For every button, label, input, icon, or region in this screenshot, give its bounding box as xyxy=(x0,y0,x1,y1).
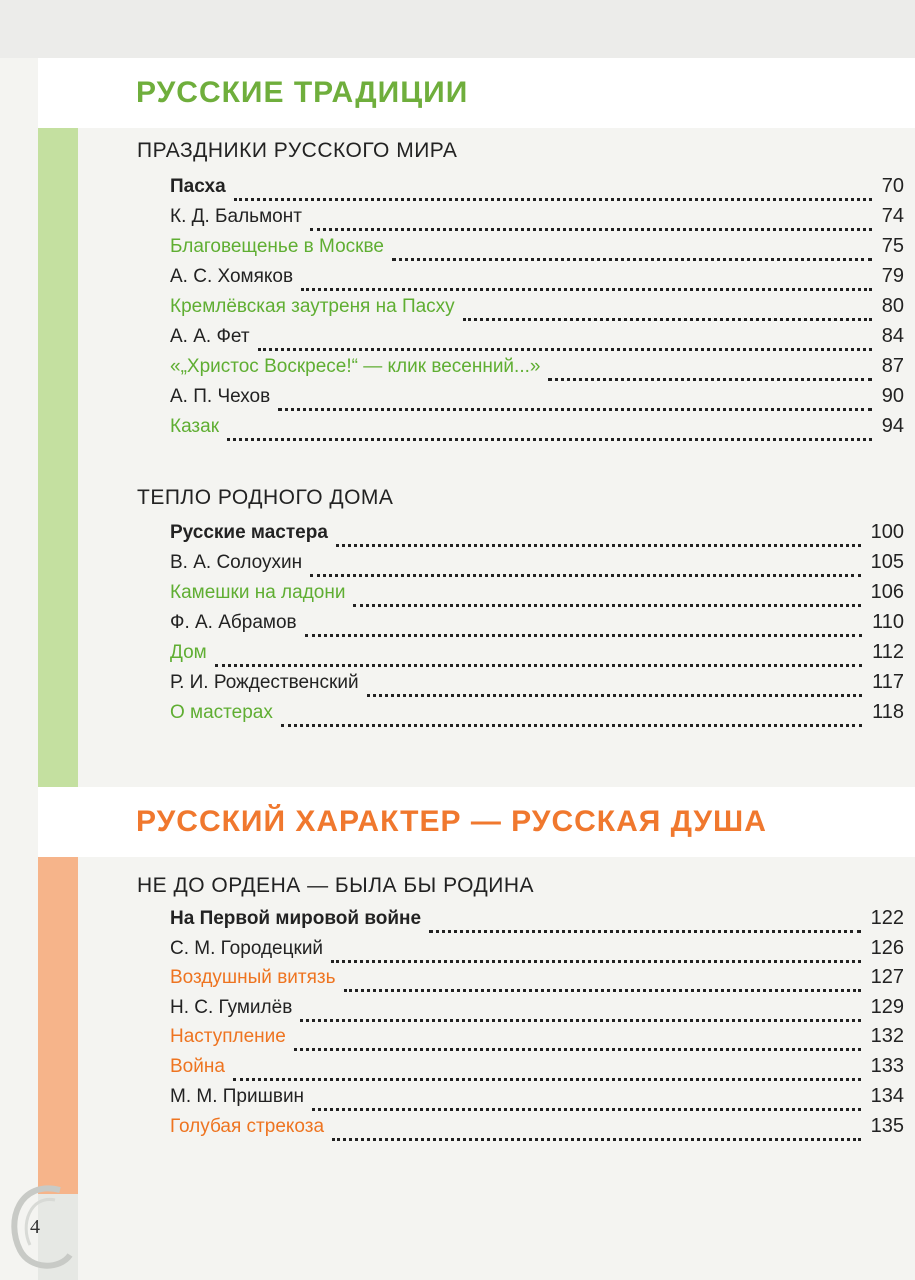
toc-entry-page: 94 xyxy=(881,415,904,437)
toc-entry-title: На Первой мировой войне xyxy=(170,908,422,929)
toc-entry[interactable] xyxy=(170,966,904,996)
toc-entry-title: Н. С. Гумилёв xyxy=(170,997,293,1018)
toc-entry-title: Русские мастера xyxy=(170,522,328,543)
dot-leader xyxy=(294,1046,861,1051)
toc-entry[interactable] xyxy=(170,907,904,937)
toc-entry[interactable] xyxy=(170,701,904,731)
dot-leader xyxy=(215,662,862,667)
toc-entry[interactable] xyxy=(170,355,904,385)
toc-entry-title: Наступление xyxy=(170,1026,286,1047)
toc-entry[interactable] xyxy=(170,325,904,355)
toc-entry-page: 84 xyxy=(881,325,904,347)
dot-leader xyxy=(336,542,861,547)
toc-entry-page: 126 xyxy=(870,937,904,959)
toc-entry-page: 106 xyxy=(870,581,904,603)
toc-entry[interactable] xyxy=(170,175,904,205)
page-number: 4 xyxy=(30,1216,40,1238)
toc-entry-title: Камешки на ладони xyxy=(170,582,346,603)
toc-entry-title: А. П. Чехов xyxy=(170,386,271,407)
dot-leader xyxy=(300,1017,860,1022)
dot-leader xyxy=(233,1076,861,1081)
dot-leader xyxy=(367,692,863,697)
toc-entry-page: 134 xyxy=(870,1085,904,1107)
toc-entry[interactable] xyxy=(170,295,904,325)
toc-entry-title: А. А. Фет xyxy=(170,326,250,347)
toc-entry-page: 127 xyxy=(870,966,904,988)
dot-leader xyxy=(353,602,860,607)
toc-entry-page: 105 xyxy=(870,551,904,573)
section-color-strip-green xyxy=(38,58,78,814)
dot-leader xyxy=(463,316,872,321)
toc-entry[interactable] xyxy=(170,671,904,701)
section-title: РУССКИЕ ТРАДИЦИИ xyxy=(38,58,915,128)
toc-entry-page: 110 xyxy=(872,611,904,633)
toc-entry[interactable] xyxy=(170,937,904,967)
toc-entry-title: «„Христос Воскресе!“ — клик весенний...» xyxy=(170,356,541,377)
toc-entry[interactable] xyxy=(170,581,904,611)
toc-entry[interactable] xyxy=(170,1025,904,1055)
subsection-title: НЕ ДО ОРДЕНА — БЫЛА БЫ РОДИНА xyxy=(137,874,535,897)
toc-entry-page: 80 xyxy=(881,295,904,317)
toc-entry-title: Кремлёвская заутреня на Пасху xyxy=(170,296,455,317)
toc-entry-title: Р. И. Рождественский xyxy=(170,672,359,693)
toc-entry-page: 133 xyxy=(870,1055,904,1077)
dot-leader xyxy=(310,572,861,577)
dot-leader xyxy=(344,987,861,992)
toc-entry[interactable] xyxy=(170,205,904,235)
toc-entry[interactable] xyxy=(170,611,904,641)
toc-entry-page: 87 xyxy=(881,355,904,377)
section-color-strip-orange xyxy=(38,814,78,1194)
toc-entry-page: 90 xyxy=(881,385,904,407)
dot-leader xyxy=(548,376,871,381)
page-top-edge xyxy=(0,0,915,58)
dot-leader xyxy=(301,286,872,291)
dot-leader xyxy=(429,928,861,933)
toc-entry-page: 100 xyxy=(870,521,904,543)
toc-entry-page: 74 xyxy=(881,205,904,227)
decorative-swirl-icon xyxy=(0,1170,80,1280)
dot-leader xyxy=(392,256,872,261)
toc-entry[interactable] xyxy=(170,1115,904,1145)
toc-entry-page: 132 xyxy=(870,1025,904,1047)
toc-entry-title: Пасха xyxy=(170,176,226,197)
toc-entry[interactable] xyxy=(170,551,904,581)
dot-leader xyxy=(234,196,872,201)
toc-entry-title: А. С. Хомяков xyxy=(170,266,294,287)
toc-entry-page: 135 xyxy=(870,1115,904,1137)
dot-leader xyxy=(281,722,862,727)
toc-entry-page: 75 xyxy=(881,235,904,257)
toc-entry-title: О мастерах xyxy=(170,702,273,723)
toc-entry-title: Голубая стрекоза xyxy=(170,1116,325,1137)
toc-entry[interactable] xyxy=(170,235,904,265)
dot-leader xyxy=(312,1106,861,1111)
toc-entry-page: 70 xyxy=(881,175,904,197)
dot-leader xyxy=(332,1136,861,1141)
subsection-title: ТЕПЛО РОДНОГО ДОМА xyxy=(137,486,394,509)
toc-entry[interactable] xyxy=(170,1085,904,1115)
toc-entry-title: М. М. Пришвин xyxy=(170,1086,305,1107)
section-title: РУССКИЙ ХАРАКТЕР — РУССКАЯ ДУША xyxy=(38,787,915,857)
toc-entry-page: 79 xyxy=(881,265,904,287)
toc-entry[interactable] xyxy=(170,415,904,445)
toc-entry-title: Благовещенье в Москве xyxy=(170,236,384,257)
dot-leader xyxy=(305,632,862,637)
toc-entry[interactable] xyxy=(170,996,904,1026)
toc-entry-title: Дом xyxy=(170,642,207,663)
toc-entry[interactable] xyxy=(170,1055,904,1085)
toc-entry[interactable] xyxy=(170,265,904,295)
toc-entry-title: С. М. Городецкий xyxy=(170,938,324,959)
dot-leader xyxy=(258,346,872,351)
toc-entry-title: Война xyxy=(170,1056,225,1077)
toc-entry-title: Ф. А. Абрамов xyxy=(170,612,297,633)
toc-entry-page: 118 xyxy=(872,701,904,723)
toc-entry-page: 117 xyxy=(872,671,904,693)
dot-leader xyxy=(278,406,872,411)
dot-leader xyxy=(227,436,872,441)
toc-entry[interactable] xyxy=(170,521,904,551)
subsection-title: ПРАЗДНИКИ РУССКОГО МИРА xyxy=(137,139,458,162)
toc-entry-title: Воздушный витязь xyxy=(170,967,336,988)
dot-leader xyxy=(331,958,861,963)
dot-leader xyxy=(310,226,872,231)
toc-entry[interactable] xyxy=(170,385,904,415)
toc-entry-page: 122 xyxy=(870,907,904,929)
toc-entry-title: К. Д. Бальмонт xyxy=(170,206,302,227)
toc-entry-title: В. А. Солоухин xyxy=(170,552,303,573)
toc-entry-page: 112 xyxy=(872,641,904,663)
toc-entry-title: Казак xyxy=(170,416,220,437)
toc-entry[interactable] xyxy=(170,641,904,671)
toc-entry-page: 129 xyxy=(870,996,904,1018)
